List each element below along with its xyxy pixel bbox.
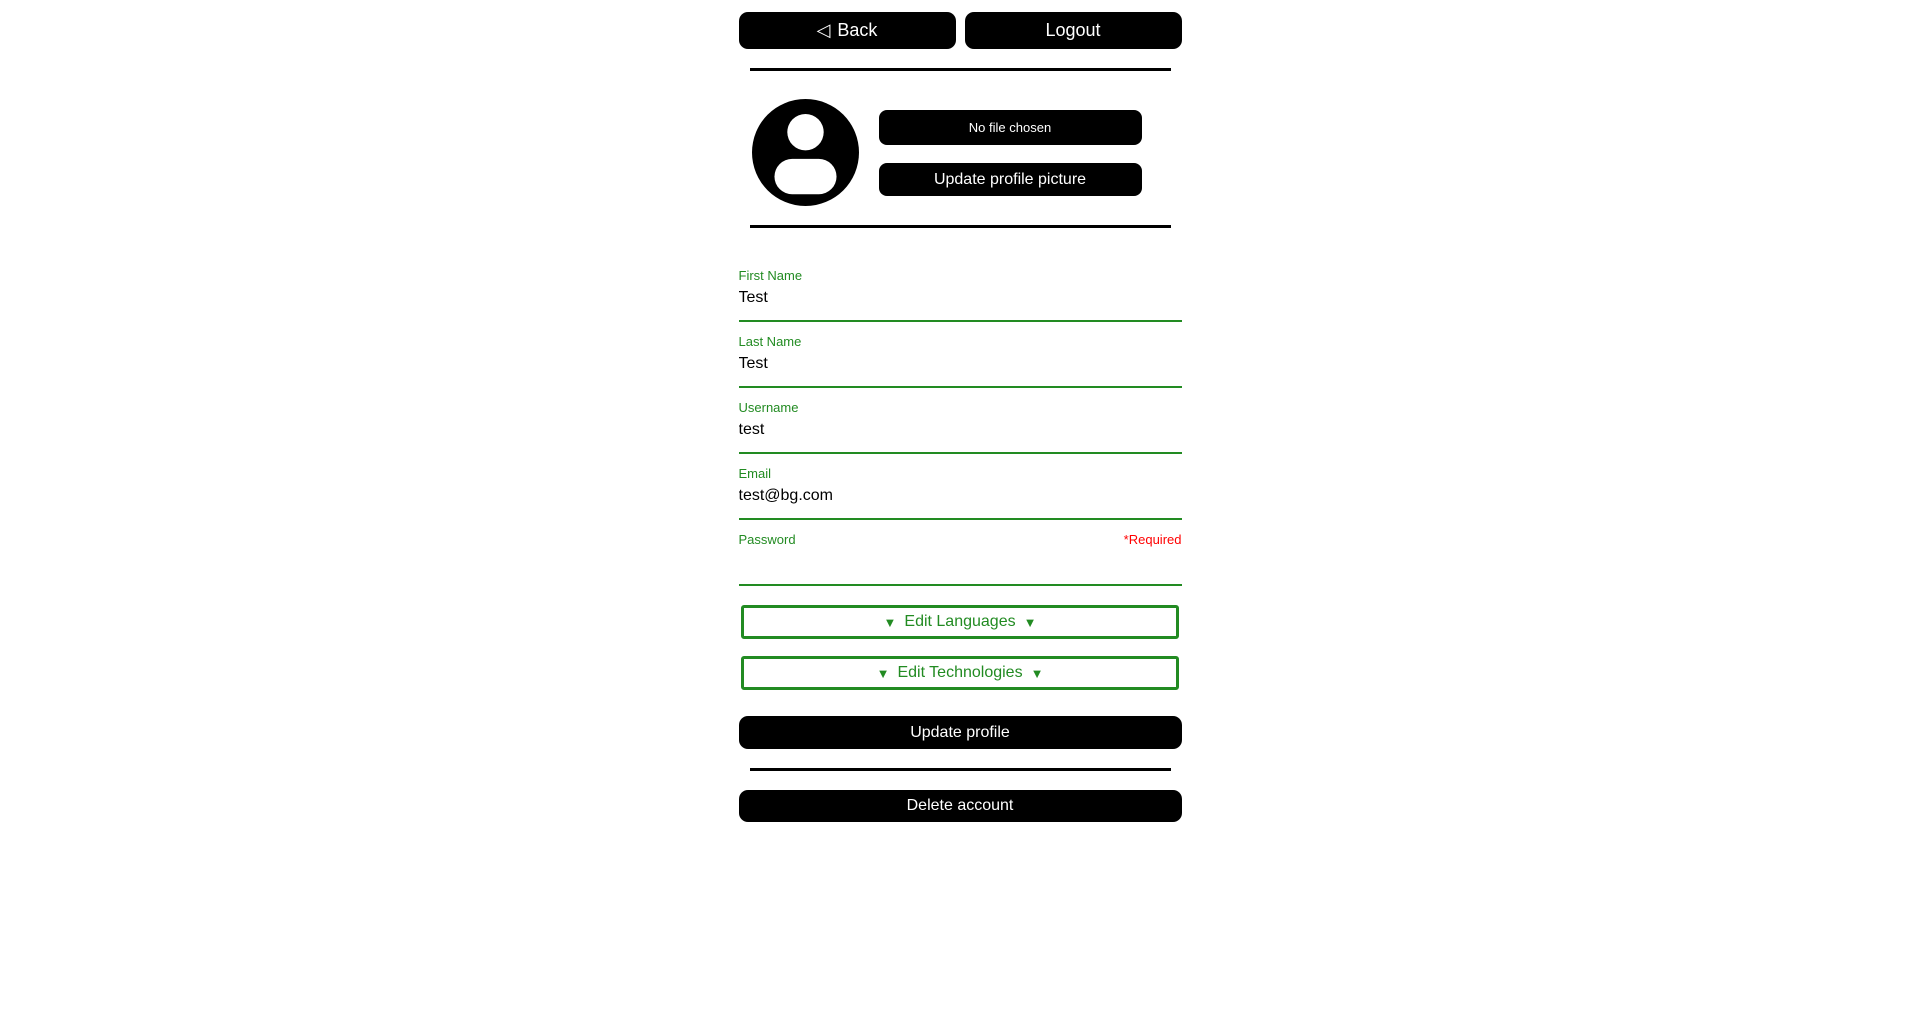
username-label: Username: [738, 400, 799, 415]
profile-form: [739, 256, 1182, 586]
chevron-down-icon: ▼: [876, 665, 890, 681]
delete-divider: [750, 768, 1171, 771]
logout-button-label: Logout: [1045, 20, 1101, 40]
update-picture-label: Update profile picture: [933, 170, 1087, 188]
last-name-label: Last Name: [738, 334, 802, 349]
edit-technologies-label: Edit Technologies: [897, 664, 1023, 681]
file-input-label: No file chosen: [968, 120, 1052, 135]
logout-button[interactable]: [965, 12, 1182, 49]
chevron-down-icon: ▼: [1023, 614, 1037, 630]
username-input[interactable]: [739, 416, 1182, 454]
email-label: Email: [738, 466, 772, 481]
edit-languages-label: Edit Languages: [904, 613, 1016, 630]
password-label: Password: [738, 532, 796, 547]
email-field: [739, 454, 1182, 520]
person-circle-icon: [752, 99, 859, 206]
edit-technologies-button[interactable]: [741, 656, 1179, 690]
password-required-note: *Required: [1123, 532, 1182, 547]
first-name-label: First Name: [738, 268, 803, 283]
delete-account-button[interactable]: [739, 790, 1182, 822]
avatar-section: [752, 99, 1182, 206]
username-field: [739, 388, 1182, 454]
back-button-label: Back: [837, 20, 878, 40]
password-input[interactable]: [739, 548, 1182, 586]
back-button[interactable]: [739, 12, 956, 49]
first-name-field: [739, 256, 1182, 322]
update-picture-button[interactable]: [879, 163, 1142, 196]
edit-languages-button[interactable]: [741, 605, 1179, 639]
top-divider: [750, 68, 1171, 71]
avatar: [752, 99, 859, 206]
last-name-input[interactable]: [739, 350, 1182, 388]
delete-account-label: Delete account: [906, 797, 1014, 814]
profile-page: [739, 0, 1182, 822]
last-name-field: [739, 322, 1182, 388]
update-profile-button[interactable]: [739, 716, 1182, 749]
email-input[interactable]: [739, 482, 1182, 520]
chevron-down-icon: ▼: [883, 614, 897, 630]
password-field: [739, 520, 1182, 586]
update-profile-label: Update profile: [910, 723, 1010, 741]
picture-controls: [879, 110, 1142, 196]
password-label-row: [739, 532, 1182, 548]
chevron-down-icon: ▼: [1030, 665, 1044, 681]
file-input-button[interactable]: [879, 110, 1142, 145]
back-arrow-icon: ◁: [816, 20, 831, 40]
avatar-form-divider: [750, 225, 1171, 228]
first-name-input[interactable]: [739, 284, 1182, 322]
topbar: [739, 12, 1182, 49]
